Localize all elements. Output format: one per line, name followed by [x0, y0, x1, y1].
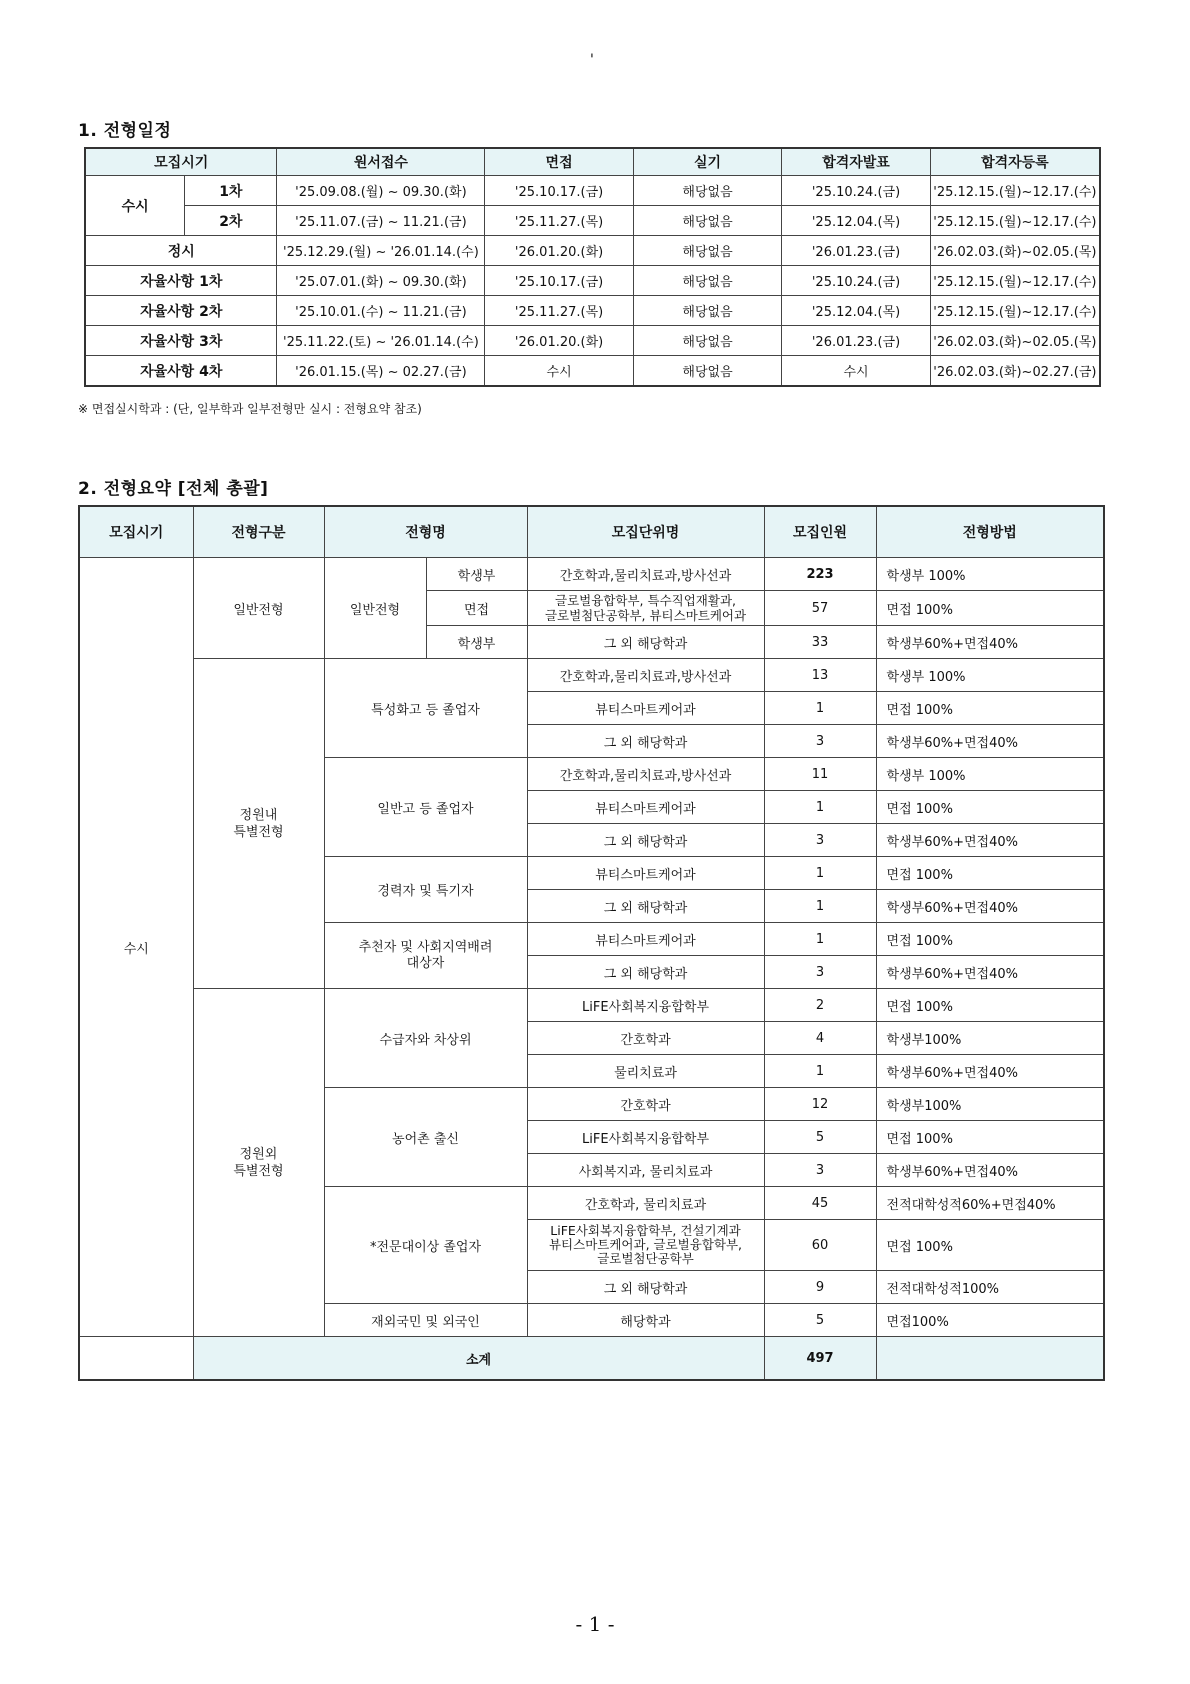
interview-cell: '26.01.20.(화) [485, 326, 633, 356]
header-cell: 전형방법 [876, 506, 1104, 558]
empty-cell [79, 1337, 193, 1381]
unit-cell: 간호학과,물리치료과,방사선과 [527, 558, 764, 591]
announce-cell: '25.12.04.(목) [782, 296, 930, 326]
announce-cell: 수시 [782, 356, 930, 387]
practical-cell: 해당없음 [633, 236, 781, 266]
count-cell: 223 [764, 558, 876, 591]
apply-cell: '25.12.29.(월) ~ '26.01.14.(수) [277, 236, 485, 266]
category-cell: 정원외 특별전형 [193, 989, 324, 1337]
count-cell: 1 [764, 857, 876, 890]
header-cell: 면접 [485, 148, 633, 176]
round-cell: 자율사항 2차 [85, 296, 277, 326]
method-cell: 면접 100% [876, 857, 1104, 890]
announce-cell: '26.01.23.(금) [782, 326, 930, 356]
announce-cell: '25.12.04.(목) [782, 206, 930, 236]
section-title-schedule: 1. 전형일정 [78, 121, 172, 141]
table-row [85, 176, 1100, 206]
method-cell: 학생부60%+면접40% [876, 725, 1104, 758]
count-cell: 12 [764, 1088, 876, 1121]
total-row [79, 1337, 1104, 1381]
count-cell: 1 [764, 791, 876, 824]
method-cell: 전적대학성적100% [876, 1271, 1104, 1304]
method-cell: 학생부100% [876, 1022, 1104, 1055]
selection-name-cell: 수급자와 차상위 [324, 989, 527, 1088]
unit-cell: 뷰티스마트케어과 [527, 857, 764, 890]
selection-name-cell: 일반고 등 졸업자 [324, 758, 527, 857]
selection-name-cell: 특성화고 등 졸업자 [324, 659, 527, 758]
count-cell: 60 [764, 1220, 876, 1271]
count-cell: 5 [764, 1121, 876, 1154]
count-cell: 3 [764, 725, 876, 758]
method-cell: 면접 100% [876, 989, 1104, 1022]
practical-cell: 해당없음 [633, 266, 781, 296]
header-cell: 전형구분 [193, 506, 324, 558]
apply-cell: '26.01.15.(목) ~ 02.27.(금) [277, 356, 485, 387]
unit-cell: 간호학과,물리치료과,방사선과 [527, 758, 764, 791]
category-cell: 일반전형 [193, 558, 324, 659]
register-cell: '25.12.15.(월)~12.17.(수) [930, 206, 1100, 236]
announce-cell: '25.10.24.(금) [782, 266, 930, 296]
interview-cell: '26.01.20.(화) [485, 236, 633, 266]
header-cell: 모집시기 [85, 148, 277, 176]
table-row [85, 236, 1100, 266]
method-cell: 전적대학성적60%+면접40% [876, 1187, 1104, 1220]
register-cell: '26.02.03.(화)~02.05.(목) [930, 326, 1100, 356]
method-cell: 학생부60%+면접40% [876, 1055, 1104, 1088]
round-cell: 1차 [185, 176, 277, 206]
method-cell: 학생부60%+면접40% [876, 626, 1104, 659]
unit-cell: 뷰티스마트케어과 [527, 692, 764, 725]
method-cell: 면접 100% [876, 1121, 1104, 1154]
method-cell: 학생부 100% [876, 659, 1104, 692]
method-cell: 학생부60%+면접40% [876, 956, 1104, 989]
method-cell: 학생부60%+면접40% [876, 824, 1104, 857]
table-row [85, 206, 1100, 236]
table-row [79, 558, 1104, 591]
announce-cell: '26.01.23.(금) [782, 236, 930, 266]
header-cell: 모집인원 [764, 506, 876, 558]
selection-name-cell: 추천자 및 사회지역배려 대상자 [324, 923, 527, 989]
table-row [79, 659, 1104, 692]
method-cell: 면접 100% [876, 923, 1104, 956]
total-label-cell: 소계 [193, 1337, 764, 1381]
interview-cell: '25.11.27.(목) [485, 296, 633, 326]
round-cell: 자율사항 4차 [85, 356, 277, 387]
method-cell: 학생부60%+면접40% [876, 890, 1104, 923]
method-cell: 학생부100% [876, 1088, 1104, 1121]
unit-cell: 간호학과, 물리치료과 [527, 1187, 764, 1220]
apply-cell: '25.11.22.(토) ~ '26.01.14.(수) [277, 326, 485, 356]
round-cell: 2차 [185, 206, 277, 236]
round-cell: 자율사항 1차 [85, 266, 277, 296]
register-cell: '25.12.15.(월)~12.17.(수) [930, 296, 1100, 326]
unit-cell: 사회복지과, 물리치료과 [527, 1154, 764, 1187]
practical-cell: 해당없음 [633, 356, 781, 387]
practical-cell: 해당없음 [633, 326, 781, 356]
table-header-row [79, 506, 1104, 558]
count-cell: 2 [764, 989, 876, 1022]
unit-cell: 뷰티스마트케어과 [527, 791, 764, 824]
empty-cell [876, 1337, 1104, 1381]
practical-cell: 해당없음 [633, 206, 781, 236]
period-cell: 수시 [85, 176, 185, 236]
category-cell: 정원내 특별전형 [193, 659, 324, 989]
selection-name-cell: 일반전형 [324, 558, 426, 659]
table-row [85, 356, 1100, 387]
selection-name-cell: 재외국민 및 외국인 [324, 1304, 527, 1337]
unit-cell: 그 외 해당학과 [527, 890, 764, 923]
interview-cell: '25.10.17.(금) [485, 266, 633, 296]
count-cell: 1 [764, 692, 876, 725]
table-row [85, 296, 1100, 326]
count-cell: 9 [764, 1271, 876, 1304]
apply-cell: '25.10.01.(수) ~ 11.21.(금) [277, 296, 485, 326]
announce-cell: '25.10.24.(금) [782, 176, 930, 206]
unit-cell: 그 외 해당학과 [527, 1271, 764, 1304]
header-cell: 전형명 [324, 506, 527, 558]
schedule-table [84, 147, 1101, 387]
interview-cell: '25.11.27.(목) [485, 206, 633, 236]
apply-cell: '25.11.07.(금) ~ 11.21.(금) [277, 206, 485, 236]
sub-type-cell: 학생부 [426, 626, 527, 659]
table-row [85, 326, 1100, 356]
register-cell: '25.12.15.(월)~12.17.(수) [930, 176, 1100, 206]
count-cell: 3 [764, 1154, 876, 1187]
method-cell: 학생부 100% [876, 558, 1104, 591]
unit-cell: LiFE사회복지융합학부 [527, 989, 764, 1022]
round-cell: 정시 [85, 236, 277, 266]
table-header-row [85, 148, 1100, 176]
count-cell: 1 [764, 890, 876, 923]
selection-name-cell: 경력자 및 특기자 [324, 857, 527, 923]
unit-cell: 간호학과 [527, 1088, 764, 1121]
interview-note: ※ 면접실시학과 : (단, 일부학과 일부전형만 실시 : 전형요약 참조) [78, 402, 422, 416]
selection-name-cell: *전문대이상 졸업자 [324, 1187, 527, 1304]
interview-cell: '25.10.17.(금) [485, 176, 633, 206]
unit-cell: LiFE사회복지융합학부 [527, 1121, 764, 1154]
apply-cell: '25.07.01.(화) ~ 09.30.(화) [277, 266, 485, 296]
register-cell: '26.02.03.(화)~02.05.(목) [930, 236, 1100, 266]
apply-cell: '25.09.08.(월) ~ 09.30.(화) [277, 176, 485, 206]
sub-type-cell: 면접 [426, 591, 527, 626]
section-title-summary: 2. 전형요약 [전체 총괄] [78, 479, 269, 499]
register-cell: '26.02.03.(화)~02.27.(금) [930, 356, 1100, 387]
method-cell: 면접100% [876, 1304, 1104, 1337]
count-cell: 4 [764, 1022, 876, 1055]
table-row [85, 266, 1100, 296]
practical-cell: 해당없음 [633, 296, 781, 326]
header-cell: 합격자등록 [930, 148, 1100, 176]
scan-mark: ' [590, 52, 594, 68]
interview-cell: 수시 [485, 356, 633, 387]
method-cell: 면접 100% [876, 692, 1104, 725]
count-cell: 57 [764, 591, 876, 626]
unit-cell: 그 외 해당학과 [527, 626, 764, 659]
sub-type-cell: 학생부 [426, 558, 527, 591]
unit-cell: 그 외 해당학과 [527, 956, 764, 989]
header-cell: 원서접수 [277, 148, 485, 176]
count-cell: 33 [764, 626, 876, 659]
header-cell: 모집단위명 [527, 506, 764, 558]
count-cell: 1 [764, 923, 876, 956]
unit-cell: 그 외 해당학과 [527, 725, 764, 758]
page-number: - 1 - [575, 1612, 615, 1636]
method-cell: 면접 100% [876, 1220, 1104, 1271]
count-cell: 13 [764, 659, 876, 692]
total-count-cell: 497 [764, 1337, 876, 1381]
count-cell: 3 [764, 956, 876, 989]
method-cell: 면접 100% [876, 591, 1104, 626]
count-cell: 11 [764, 758, 876, 791]
unit-cell: 간호학과 [527, 1022, 764, 1055]
count-cell: 1 [764, 1055, 876, 1088]
header-cell: 실기 [633, 148, 781, 176]
header-cell: 모집시기 [79, 506, 193, 558]
count-cell: 45 [764, 1187, 876, 1220]
method-cell: 학생부 100% [876, 758, 1104, 791]
unit-cell: 간호학과,물리치료과,방사선과 [527, 659, 764, 692]
unit-cell: 그 외 해당학과 [527, 824, 764, 857]
practical-cell: 해당없음 [633, 176, 781, 206]
period-cell: 수시 [79, 558, 193, 1337]
table-row [79, 989, 1104, 1022]
summary-table [78, 505, 1105, 1381]
method-cell: 면접 100% [876, 791, 1104, 824]
unit-cell: LiFE사회복지융합학부, 건설기계과 뷰티스마트케어과, 글로벌융합학부, 글로벌첨단공학부 [527, 1220, 764, 1271]
method-cell: 학생부60%+면접40% [876, 1154, 1104, 1187]
unit-cell: 뷰티스마트케어과 [527, 923, 764, 956]
unit-cell: 글로벌융합학부, 특수직업재활과, 글로벌첨단공학부, 뷰티스마트케어과 [527, 591, 764, 626]
unit-cell: 물리치료과 [527, 1055, 764, 1088]
count-cell: 3 [764, 824, 876, 857]
header-cell: 합격자발표 [782, 148, 930, 176]
round-cell: 자율사항 3차 [85, 326, 277, 356]
register-cell: '25.12.15.(월)~12.17.(수) [930, 266, 1100, 296]
count-cell: 5 [764, 1304, 876, 1337]
unit-cell: 해당학과 [527, 1304, 764, 1337]
selection-name-cell: 농어촌 출신 [324, 1088, 527, 1187]
